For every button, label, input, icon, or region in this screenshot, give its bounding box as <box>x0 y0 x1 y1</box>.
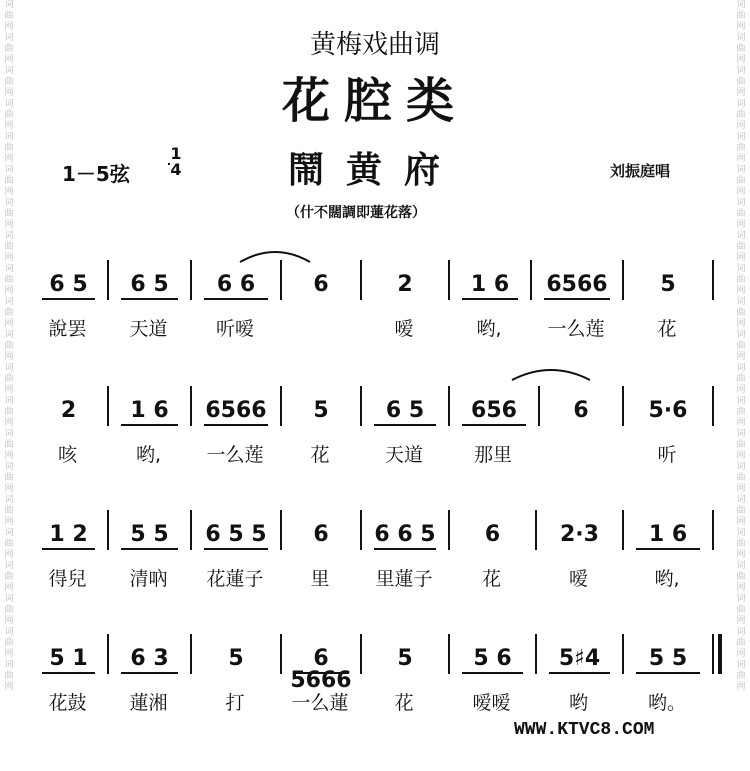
lyric: 花 <box>394 692 414 714</box>
note-group: 1 6 <box>130 398 169 423</box>
bar-line <box>448 634 450 674</box>
note-group: 5 <box>228 646 244 671</box>
note-group: 6 5666 <box>290 646 352 693</box>
bar-line <box>360 260 362 300</box>
lyric: 里 <box>310 568 330 590</box>
note-group: 656 <box>471 398 517 423</box>
note-group: 6 5 <box>385 398 425 423</box>
bar-line <box>360 510 362 550</box>
key-signature: 1－5弦 <box>62 162 130 186</box>
lyric: 哟, <box>476 318 502 340</box>
lyric: 天道 <box>129 318 168 340</box>
bar-line <box>448 386 450 426</box>
note-group: 1 2 <box>49 522 88 547</box>
lyric: 哟, <box>135 444 162 466</box>
slur <box>240 252 310 262</box>
note-group: 5♯4 <box>558 646 601 671</box>
bar-line <box>107 386 109 426</box>
watermark-right: 词曲网词曲网词曲网词曲网词曲网词曲网词曲网词曲网词曲网词曲网词曲网词曲网词曲网词曲网词曲网词曲网词曲网词曲网词曲网词曲网词曲网 <box>736 0 746 692</box>
subtitle-note: （什不闊調即蓮花落） <box>286 205 426 221</box>
note-group: 6 <box>484 522 501 547</box>
bar-line <box>190 510 192 550</box>
note-group: 5 <box>313 398 329 423</box>
lyric: 花 <box>310 444 330 466</box>
lyric: 花 <box>481 568 501 590</box>
lyric: 哟, <box>654 568 680 590</box>
bar-line <box>622 634 624 674</box>
lyric: 清吶 <box>129 568 168 590</box>
bar-line <box>622 510 624 550</box>
lyric: 嗳 <box>568 568 588 590</box>
lyric: 說罢 <box>48 318 87 340</box>
note-group: 2·3 <box>560 522 599 547</box>
lyric: 哟 <box>568 692 588 714</box>
bar-line <box>535 634 537 674</box>
bar-line <box>530 260 532 300</box>
bar-line <box>190 260 192 300</box>
lyric: 嗳嗳 <box>472 692 511 714</box>
note-group: 5·6 <box>648 398 688 423</box>
bar-line <box>107 510 109 550</box>
note-group: 5 5 <box>130 522 169 547</box>
bar-line <box>190 386 192 426</box>
note-group: 6 6 5 <box>374 522 436 547</box>
bar-line <box>712 386 714 426</box>
meter-bottom: 4 <box>170 160 182 179</box>
bar-line <box>190 634 192 674</box>
lyric: 得兒 <box>48 568 87 590</box>
note-group: 1 6 <box>648 522 688 547</box>
bar-line <box>360 634 362 674</box>
lyric: 咳 <box>57 444 77 466</box>
bar-line <box>712 260 714 300</box>
bar-line <box>622 386 624 426</box>
note-group: 6 <box>313 522 329 547</box>
watermark-left: 词曲网词曲网词曲网词曲网词曲网词曲网词曲网词曲网词曲网词曲网词曲网词曲网词曲网词曲网词曲网词曲网词曲网词曲网词曲网词曲网词曲网 <box>4 0 14 692</box>
note-group: 6 5 5 <box>205 522 267 547</box>
bar-line <box>280 260 282 300</box>
note-group: 1 6 <box>470 272 510 297</box>
lyric: 打 <box>225 692 245 714</box>
lyric: 听 <box>657 444 677 466</box>
note-group: 6 3 <box>130 646 169 671</box>
slur <box>512 370 590 380</box>
note-group: 2 <box>60 398 77 423</box>
note-group: 6566 <box>205 398 267 423</box>
note-group: 5 5 <box>648 646 688 671</box>
note-group: 6 5 <box>49 272 88 297</box>
note-group: 5 <box>660 272 676 297</box>
lyric: 花 <box>657 318 677 340</box>
lyric: 花蓮子 <box>206 568 264 590</box>
bar-line <box>280 634 282 674</box>
meter-top: 1 <box>170 144 182 163</box>
singer-credit: 刘振庭唱 <box>610 162 671 180</box>
bar-line <box>712 510 714 550</box>
bar-line <box>712 634 714 674</box>
lyric: 一么蓮 <box>291 692 349 714</box>
lyric: 天道 <box>384 444 423 466</box>
lyric: 花鼓 <box>48 692 87 714</box>
note-group: 2 <box>397 272 413 297</box>
lyric: 里蓮子 <box>375 568 433 590</box>
bar-line <box>535 510 537 550</box>
page-title-big: 花腔类 <box>281 73 468 129</box>
lyric: 蓮湘 <box>129 692 168 714</box>
note-group: 5 6 <box>473 646 512 671</box>
bar-line <box>622 260 624 300</box>
lyric: 哟。 <box>647 692 686 714</box>
note-group: 6566 <box>546 272 608 297</box>
bar-line <box>448 260 450 300</box>
lyric: 嗳 <box>394 318 414 340</box>
note-group: 6 6 <box>216 272 256 297</box>
website-watermark: WWW.KTVC8.COM <box>514 720 655 740</box>
lyric: 听嗳 <box>215 318 254 340</box>
bar-line <box>280 510 282 550</box>
song-title: 鬧黄府 <box>287 149 462 191</box>
bar-line <box>107 634 109 674</box>
final-bar-line <box>718 634 722 674</box>
bar-line <box>538 386 540 426</box>
note-group: 6 <box>573 398 589 423</box>
lyric: 一么莲 <box>547 318 605 340</box>
bar-line <box>360 386 362 426</box>
note-group: 6 <box>313 272 329 297</box>
note-group: 5 1 <box>49 646 88 671</box>
meter-divider <box>168 163 170 165</box>
note-group: 6 5 <box>130 272 169 297</box>
time-signature <box>168 146 184 178</box>
bar-line <box>280 386 282 426</box>
lyric: 那里 <box>473 444 512 466</box>
bar-line <box>448 510 450 550</box>
lyric: 一么莲 <box>206 444 264 466</box>
bar-line <box>107 260 109 300</box>
note-group: 5 <box>397 646 413 671</box>
page-title-small: 黄梅戏曲调 <box>309 30 440 60</box>
